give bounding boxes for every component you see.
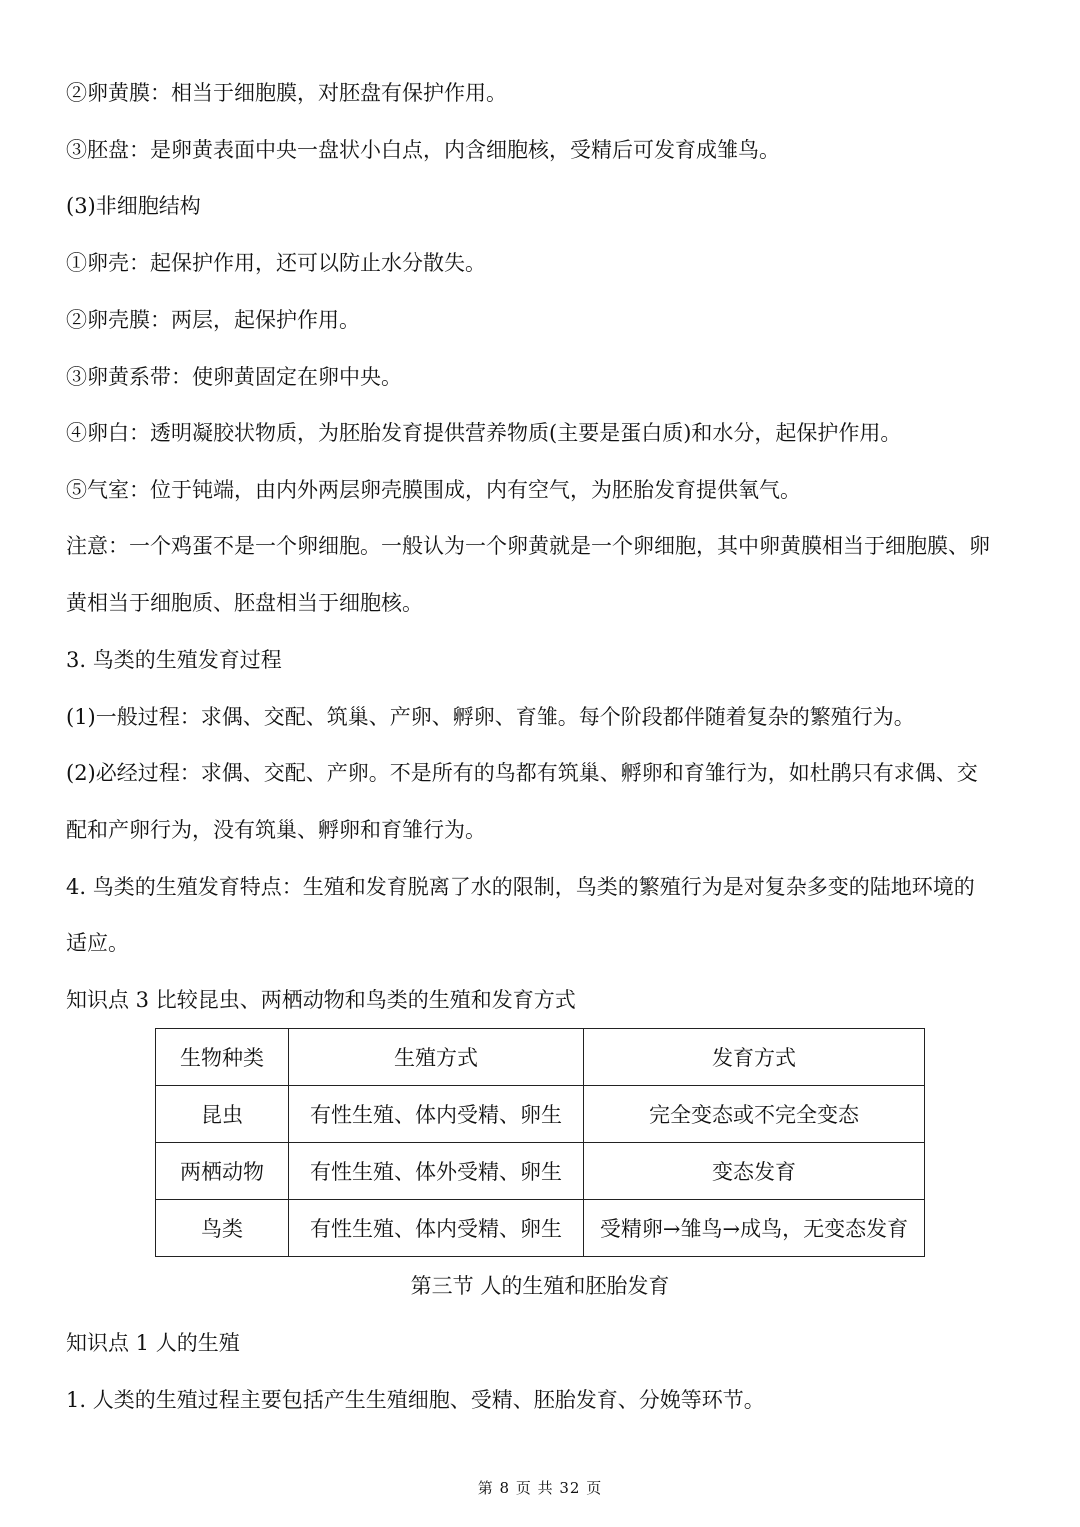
table-cell: 昆虫 <box>156 1086 289 1143</box>
table-row <box>156 1143 925 1200</box>
table-cell: 有性生殖、体内受精、卵生 <box>289 1086 584 1143</box>
table-cell: 鸟类 <box>156 1200 289 1257</box>
text-line-necessary-process-2: 配和产卵行为，没有筑巢、孵卵和育雏行为。 <box>66 818 486 842</box>
text-line-noncell-structure-heading: (3)非细胞结构 <box>66 194 201 218</box>
table-row <box>156 1086 925 1143</box>
table-cell: 完全变态或不完全变态 <box>584 1086 925 1143</box>
section-title: 第三节 人的生殖和胚胎发育 <box>410 1274 670 1298</box>
table-cell: 变态发育 <box>584 1143 925 1200</box>
text-line-eggshell: ①卵壳：起保护作用，还可以防止水分散失。 <box>66 251 486 275</box>
comparison-table <box>155 1028 925 1257</box>
text-line-note-1: 注意：一个鸡蛋不是一个卵细胞。一般认为一个卵黄就是一个卵细胞，其中卵黄膜相当于细胞膜、卵 <box>66 534 990 558</box>
table-cell: 有性生殖、体内受精、卵生 <box>289 1200 584 1257</box>
table-header-row <box>156 1029 925 1086</box>
knowledge-point-3-heading: 知识点 3 比较昆虫、两栖动物和鸟类的生殖和发育方式 <box>66 988 576 1012</box>
text-line-characteristics-1: 4. 鸟类的生殖发育特点：生殖和发育脱离了水的限制，鸟类的繁殖行为是对复杂多变的陆地环境的 <box>66 875 975 899</box>
text-line-albumen: ④卵白：透明凝胶状物质，为胚胎发育提供营养物质(主要是蛋白质)和水分，起保护作用。 <box>66 421 902 445</box>
text-line-general-process: (1)一般过程：求偶、交配、筑巢、产卵、孵卵、育雏。每个阶段都伴随着复杂的繁殖行为。 <box>66 705 915 729</box>
table-header-cell: 生殖方式 <box>289 1029 584 1086</box>
table-cell: 受精卵→雏鸟→成鸟，无变态发育 <box>584 1200 925 1257</box>
knowledge-point-1-heading: 知识点 1 人的生殖 <box>66 1331 240 1355</box>
table-row <box>156 1200 925 1257</box>
table-cell: 有性生殖、体外受精、卵生 <box>289 1143 584 1200</box>
text-line-chalaza: ③卵黄系带：使卵黄固定在卵中央。 <box>66 365 402 389</box>
table-cell: 两栖动物 <box>156 1143 289 1200</box>
text-line-air-cell: ⑤气室：位于钝端，由内外两层卵壳膜围成，内有空气，为胚胎发育提供氧气。 <box>66 478 801 502</box>
text-line-bird-reproduction-heading: 3. 鸟类的生殖发育过程 <box>66 648 282 672</box>
text-line-characteristics-2: 适应。 <box>66 931 129 955</box>
page-footer: 第 8 页 共 32 页 <box>477 1479 603 1497</box>
text-line-shell-membrane: ②卵壳膜：两层，起保护作用。 <box>66 308 360 332</box>
text-line-germinal-disc: ③胚盘：是卵黄表面中央一盘状小白点，内含细胞核，受精后可发育成雏鸟。 <box>66 138 780 162</box>
text-line-note-2: 黄相当于细胞质、胚盘相当于细胞核。 <box>66 591 423 615</box>
table-header-cell: 生物种类 <box>156 1029 289 1086</box>
text-line-human-reproduction: 1. 人类的生殖过程主要包括产生生殖细胞、受精、胚胎发育、分娩等环节。 <box>66 1388 765 1412</box>
table-header-cell: 发育方式 <box>584 1029 925 1086</box>
text-line-yolk-membrane: ②卵黄膜：相当于细胞膜，对胚盘有保护作用。 <box>66 81 507 105</box>
text-line-necessary-process-1: (2)必经过程：求偶、交配、产卵。不是所有的鸟都有筑巢、孵卵和育雏行为，如杜鹃只有求偶、交 <box>66 761 978 785</box>
